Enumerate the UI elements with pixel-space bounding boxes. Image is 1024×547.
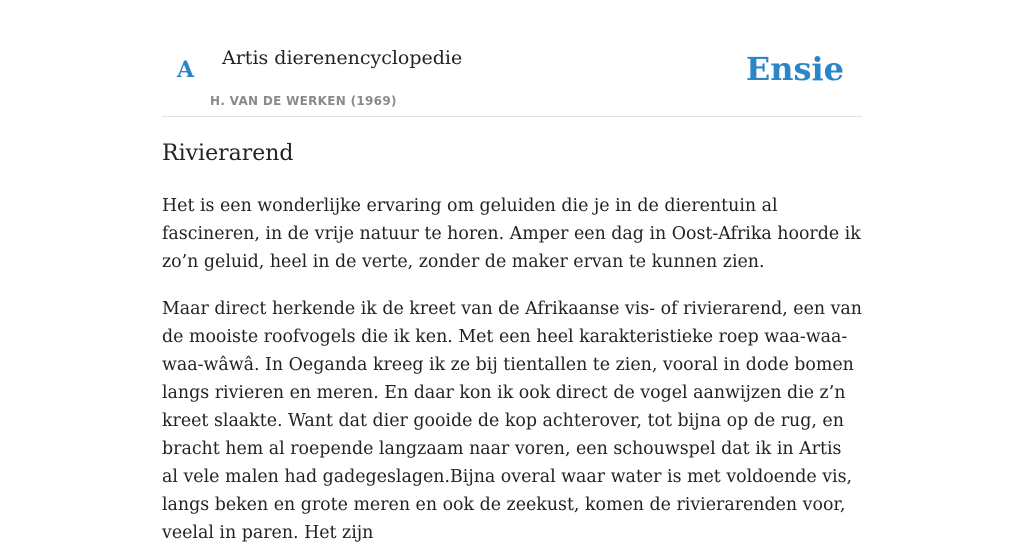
article-paragraph-1: Het is een wonderlijke ervaring om geluiden die je in de dierentuin al fascineren, in de vrije natuur te horen. Amper een dag in Oost-Afrika hoorde ik zo’n geluid, heel in de verte, zonder de maker ervan te kunnen zien.	[162, 196, 861, 272]
article	[162, 138, 862, 547]
author-byline: H. VAN DE WERKEN (1969)	[210, 94, 397, 108]
ensie-logo-link[interactable]: Ensie	[745, 50, 844, 88]
book-title-link[interactable]: Artis dierenencyclopedie	[222, 47, 463, 69]
index-letter-link[interactable]: A	[177, 57, 195, 83]
article-paragraph-2: Maar direct herkende ik de kreet van de Afrikaanse vis- of rivierarend, een van de mooiste roofvogels die ik ken. Met een heel karakteristieke roep waa-waa-waa-wâwâ. In Oeganda kreeg ik ze bij tientallen te zien, vooral in dode bomen langs rivieren en meren. En daar kon ik ook direct de vogel aanwijzen die z’n kreet slaakte. Want dat dier gooide de kop achterover, tot bijna op de rug, en bracht hem al roepende langzaam naar voren, een schouwspel dat ik in Artis al vele malen had gadegeslagen.Bijna overal waar water is met voldoende vis, langs beken en grote meren en ook de zeekust, komen de rivierarenden voor, veelal in paren. Het zijn	[162, 299, 862, 543]
header	[162, 0, 862, 117]
article-title: Rivierarend	[162, 141, 294, 166]
